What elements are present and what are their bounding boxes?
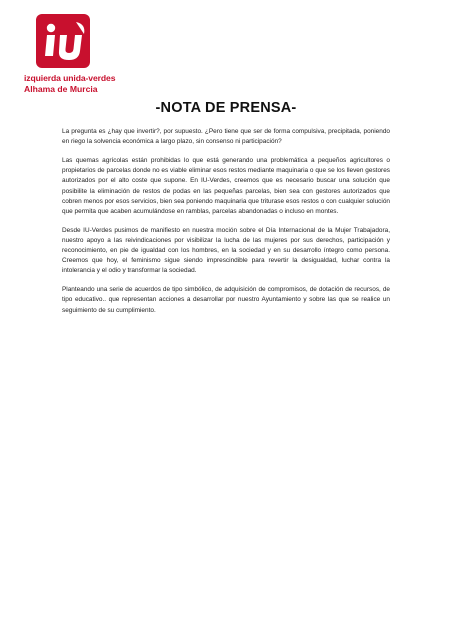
iu-logo-icon [36, 14, 90, 68]
document-body [62, 127, 390, 324]
page-title: -NOTA DE PRENSA- [155, 100, 297, 116]
logo-location: Alhama de Murcia [24, 84, 98, 94]
paragraph: Las quemas agrícolas están prohibidas lo que está generando una problemática a pequeños agricultores o propietarios de parcelas donde no es viable eliminar esos restos mediante maquinaria o que se los lleven gestores autorizados por el alto coste que supone. En IU-Verdes, creemos que es necesario buscar una solución que posibilite la eliminación de restos de podas en las pequeñas parcelas, bien sea con gestores autorizados que cobren menos por esos servicios, bien sea poniendo maquinaria que triturase esos restos o con cualquier solución que permita que acaben acumulándose en ramblas, parcelas abandonadas o incluso en montes. [62, 156, 390, 215]
paragraph: Planteando una serie de acuerdos de tipo simbólico, de adquisición de compromisos, de dotación de recursos, de tipo educativo.. que representan acciones a desarrollar por nuestro Ayuntamiento y sobre las que se realice un seguimiento de su cumplimiento. [62, 286, 390, 314]
paragraph: Desde IU-Verdes pusimos de manifiesto en nuestra moción sobre el Día Internacional de la Mujer Trabajadora, nuestro apoyo a las reivindicaciones por visibilizar la lucha de las mujeres por sus derechos, participación y reconocimiento, en pie de igualdad con los hombres, en la sociedad y en su desarrollo íntegro como persona. Creemos que hoy, el feminismo sigue siendo imprescindible para revertir la desigualdad, luchar contra la intolerancia y el odio y transformar la sociedad. [62, 226, 390, 275]
paragraph: La pregunta es ¿hay que invertir?, por supuesto. ¿Pero tiene que ser de forma compulsiva, precipitada, poniendo en riego la solvencia económica a largo plazo, sin consenso ni participación? [62, 128, 390, 146]
logo-party-name: izquierda unida-verdes [24, 73, 116, 83]
